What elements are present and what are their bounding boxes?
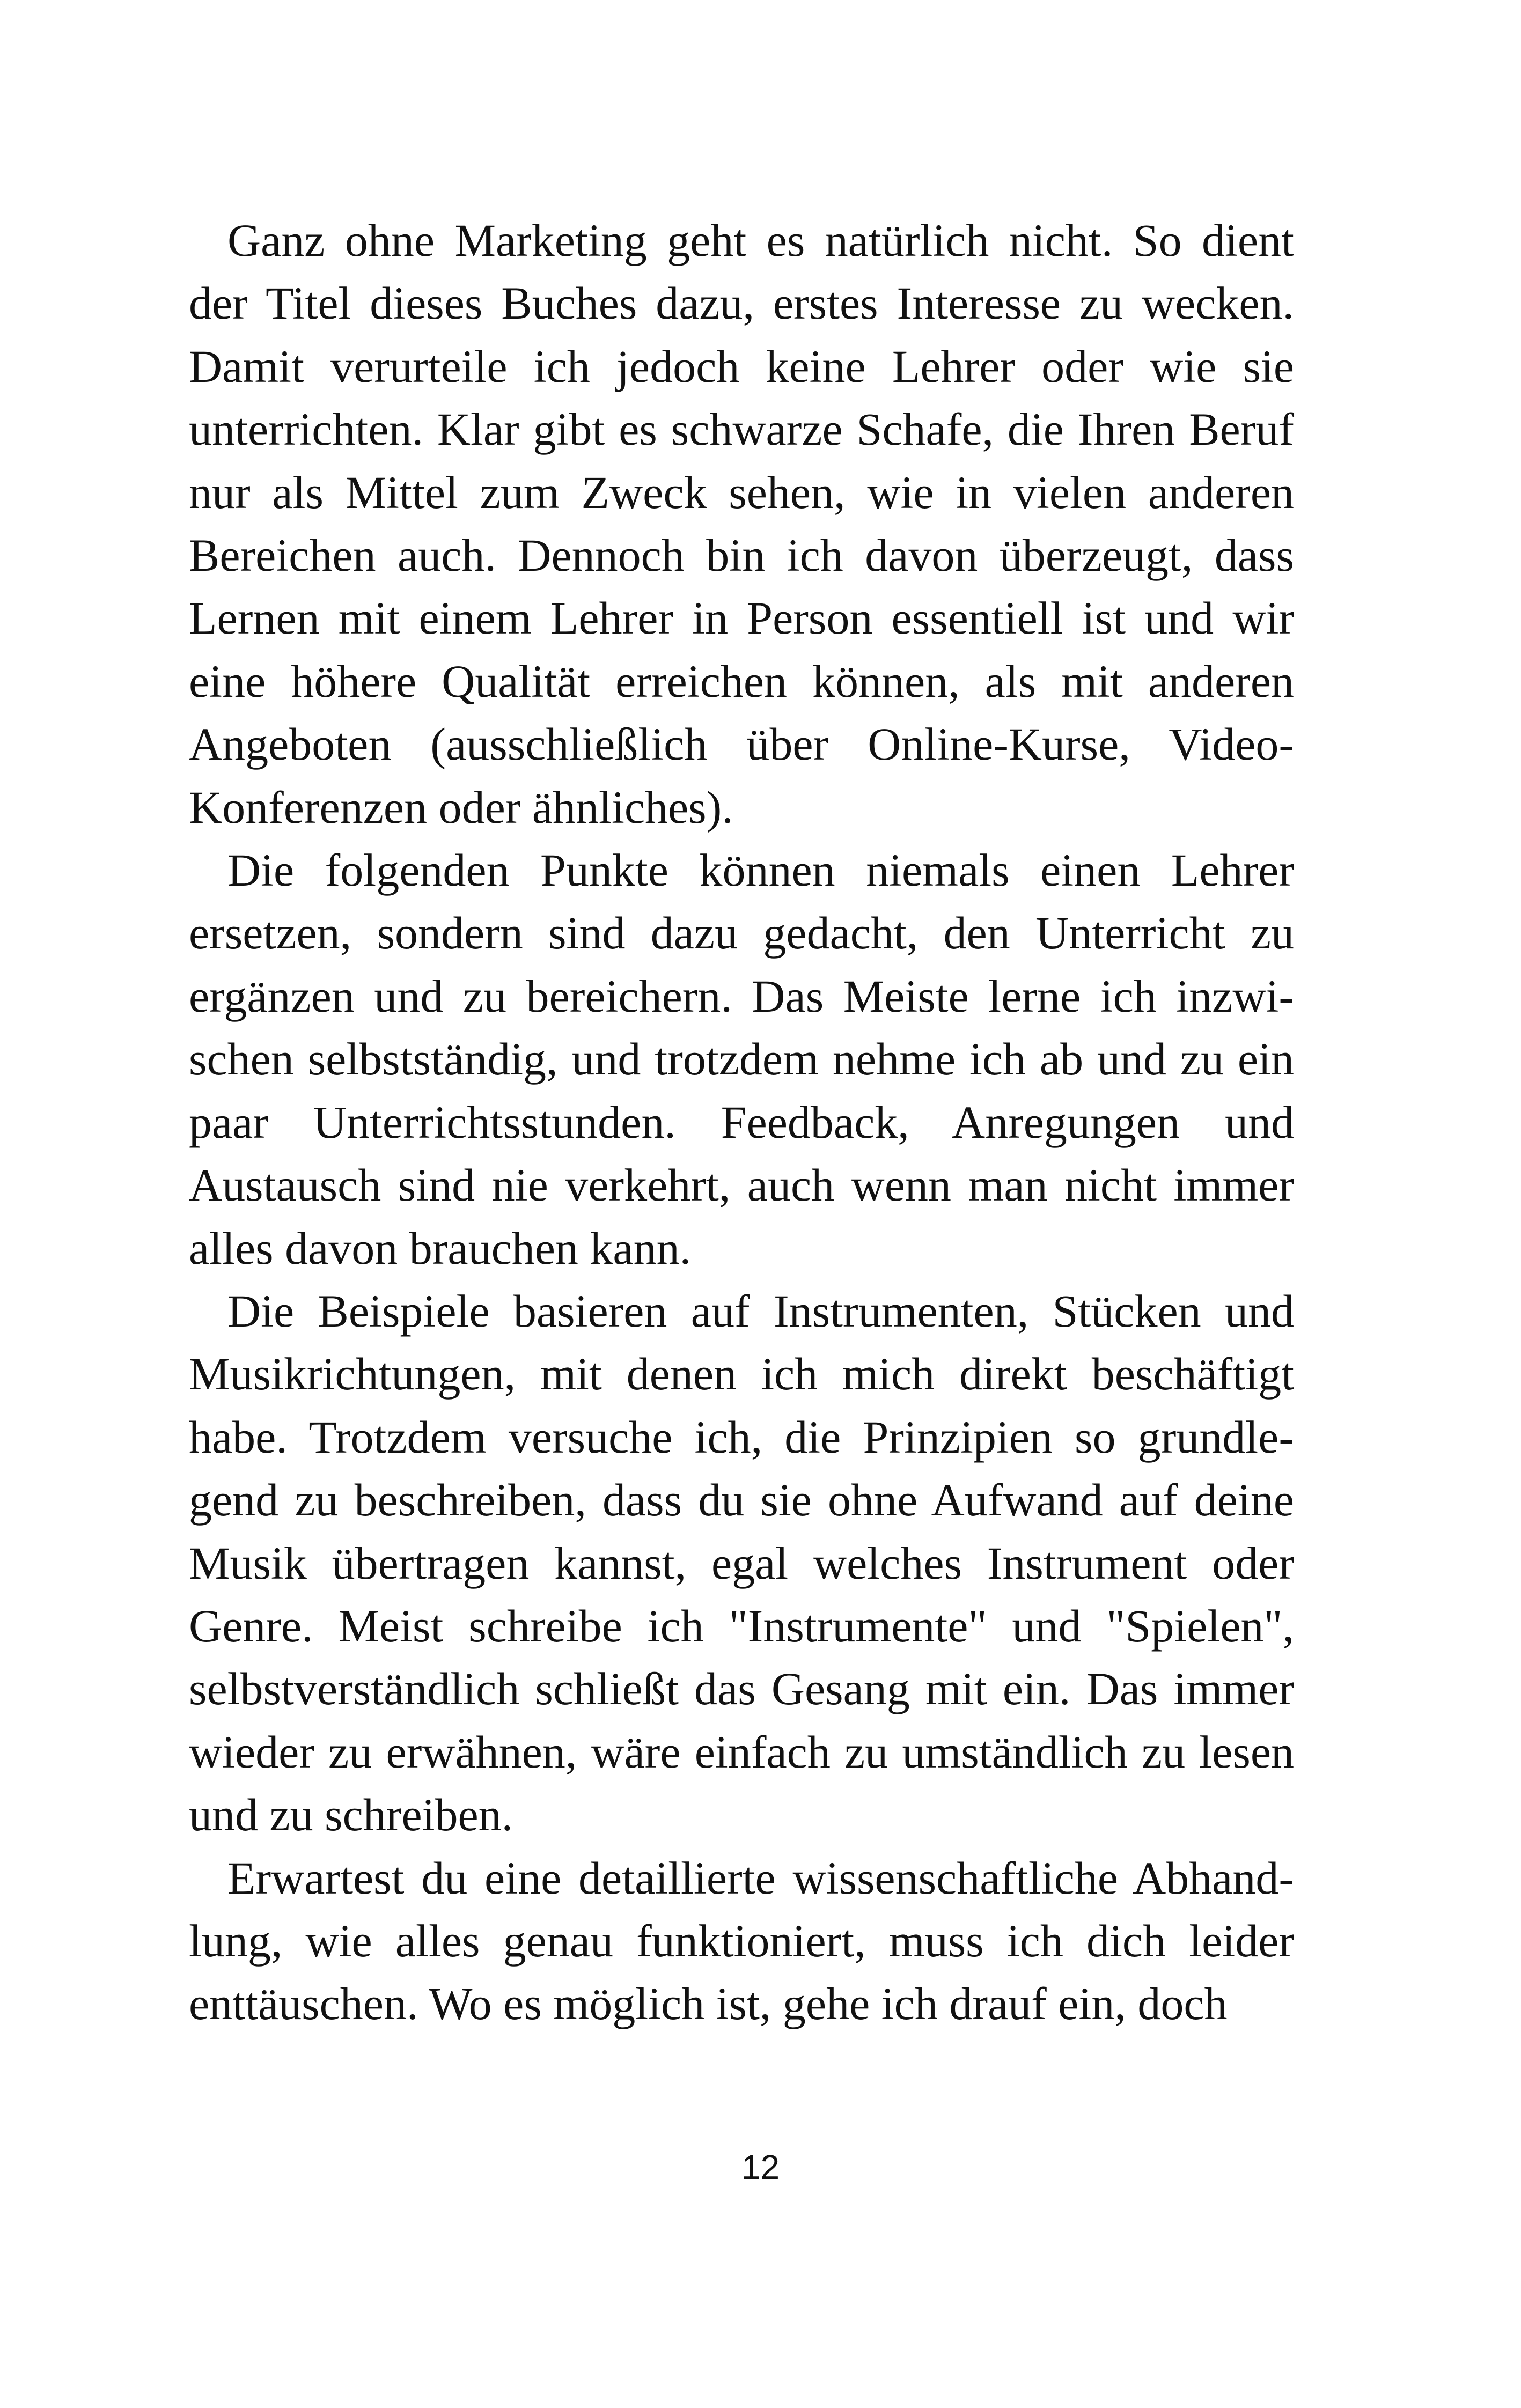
paragraph-1: Ganz ohne Marketing geht es natürlich nicht. So dient der Titel dieses Buches dazu, erstes Interesse zu wecken. Damit verurteile ich jedoch keine Lehrer oder wie sie unterrichten. Klar gibt es schwarze Schafe, die Ihren Beruf nur als Mittel zum Zweck sehen, wie in vielen anderen Bereichen auch. Dennoch bin ich davon überzeugt, dass Lernen mit einem Lehrer in Person essentiell ist und wir eine höhere Qualität erreichen können, als mit anderen Angeboten (ausschließlich über Online-Kurse, Video-Konferenzen oder ähnliches).	[189, 215, 1294, 833]
page-number: 12	[741, 2148, 780, 2186]
paragraph-2: Die folgenden Punkte können niemals einen Lehrer ersetzen, sondern sind dazu gedacht, den Unterricht zu ergänzen und zu bereichern. Das Meiste lerne ich inzwischen selbstständig, und trotzdem nehme ich ab und zu ein paar Unterrichtsstunden. Feedback, Anregungen und Austausch sind nie verkehrt, auch wenn man nicht immer alles davon brauchen kann.	[189, 844, 1294, 1274]
paragraph-4: Erwartest du eine detaillierte wissenschaftliche Abhandlung, wie alles genau funktioniert, muss ich dich leider enttäuschen. Wo es möglich ist, gehe ich drauf ein, doch	[189, 1852, 1294, 2030]
paragraph-3: Die Beispiele basieren auf Instrumenten, Stücken und Musikrichtungen, mit denen ich mich direkt beschäftigt habe. Trotzdem versuche ich, die Prinzipien so grundlegend zu beschreiben, dass du sie ohne Aufwand auf deine Musik übertragen kannst, egal welches Instrument oder Genre. Meist schreibe ich "Instrumente" und "Spielen", selbstverständlich schließt das Gesang mit ein. Das immer wieder zu erwähnen, wäre einfach zu umständlich zu lesen und zu schreiben.	[189, 1285, 1294, 1841]
body-text	[189, 209, 1294, 2036]
